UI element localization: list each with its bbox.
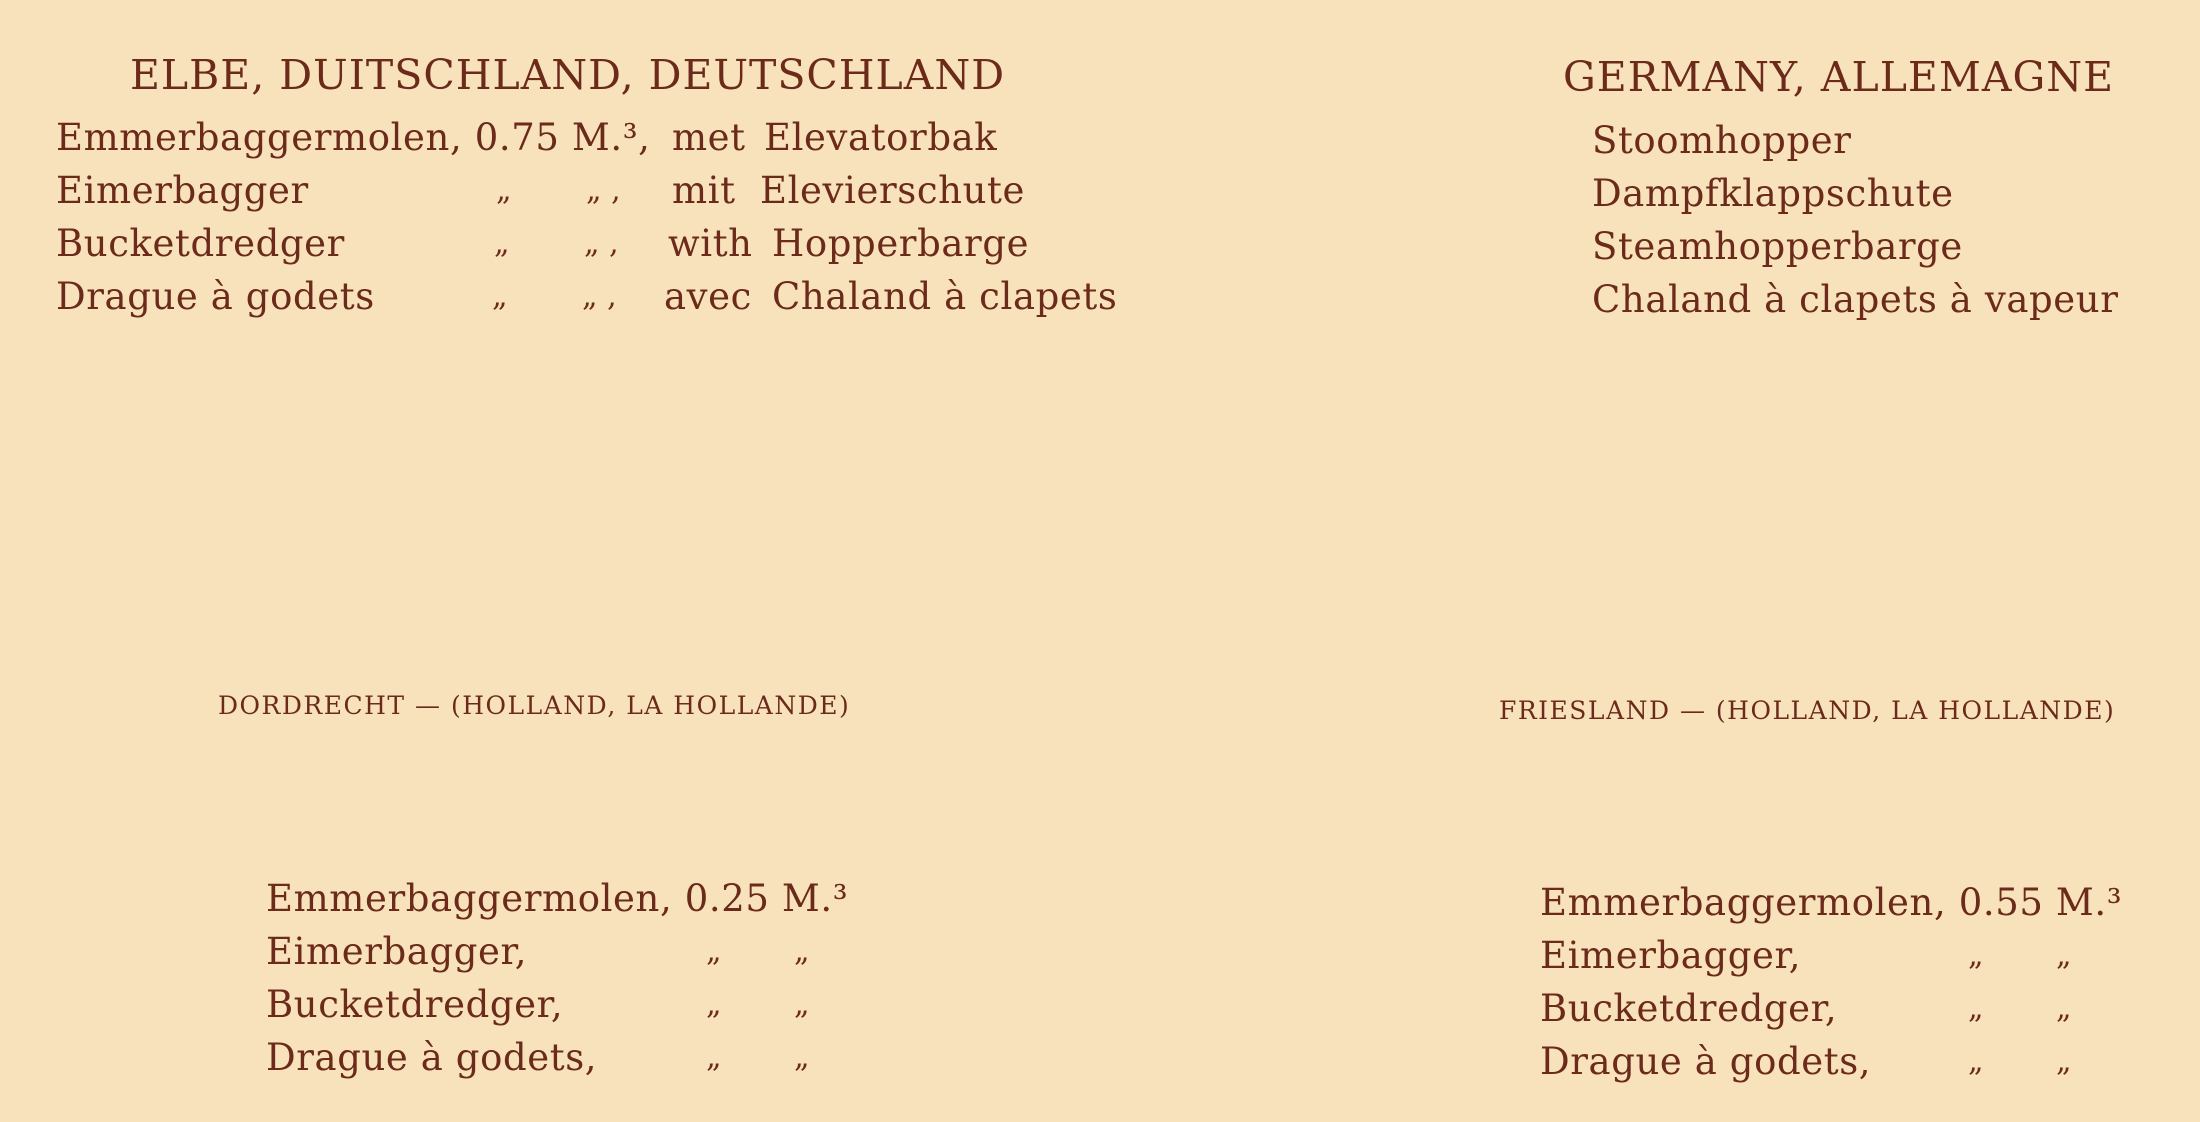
list-item [1540, 982, 2180, 1035]
ditto-mark: „ [2056, 938, 2072, 973]
ditto-mark: „ [1968, 1044, 1984, 1079]
elbe-heading: ELBE, DUITSCHLAND, DEUTSCHLAND [130, 51, 1006, 99]
equipment-name: Drague à godets, [1540, 1040, 1872, 1083]
equipment-name: Drague à godets [56, 275, 375, 318]
connector-word: mit [672, 169, 736, 212]
list-item [1592, 114, 2118, 167]
equipment-name: Bucketdredger [56, 222, 345, 265]
equipment-name: Emmerbaggermolen, 0.75 M.³, [56, 116, 651, 159]
list-item [56, 111, 1216, 164]
equipment-name: Eimerbagger, [1540, 934, 1802, 977]
equipment-name: Drague à godets, [266, 1036, 598, 1079]
connector-word: with [668, 222, 753, 265]
ditto-mark: „ [794, 934, 810, 969]
ditto-mark: „ [496, 173, 512, 208]
ditto-mark: „ [1968, 938, 1984, 973]
barge-name: Hopperbarge [772, 222, 1030, 265]
germany-heading: GERMANY, ALLEMAGNE [1563, 53, 2114, 101]
list-item [56, 164, 1216, 217]
list-item [1592, 220, 2118, 273]
equipment-name: Eimerbagger [56, 169, 309, 212]
list-item [56, 270, 1216, 323]
list-item [1540, 929, 2180, 982]
list-item [1540, 876, 2180, 929]
dordrecht-caption: DORDRECHT — (HOLLAND, LA HOLLANDE) [218, 691, 851, 720]
ditto-mark: „ [2056, 991, 2072, 1026]
ditto-mark: „ [706, 934, 722, 969]
list-item [266, 978, 966, 1031]
ditto-mark: „ [2056, 1044, 2072, 1079]
equipment-name: Stoomhopper [1592, 119, 1852, 162]
equipment-name: Dampfklappschute [1592, 172, 1954, 215]
dordrecht-equipment-list [266, 872, 966, 1084]
equipment-name: Chaland à clapets à vapeur [1592, 278, 2119, 321]
germany-equipment-list [1592, 114, 2118, 326]
ditto-mark: „ , [586, 173, 621, 208]
list-item [1540, 1035, 2180, 1088]
list-item [1592, 273, 2118, 326]
ditto-mark: „ , [584, 226, 619, 261]
connector-word: avec [664, 275, 752, 318]
barge-name: Chaland à clapets [772, 275, 1118, 318]
list-item [1592, 167, 2118, 220]
equipment-name: Bucketdredger, [266, 983, 564, 1026]
ditto-mark: „ [706, 1040, 722, 1075]
ditto-mark: „ [494, 226, 510, 261]
barge-name: Elevatorbak [764, 116, 998, 159]
ditto-mark: „ [706, 987, 722, 1022]
equipment-name: Emmerbaggermolen, 0.55 M.³ [1540, 881, 2123, 924]
elbe-equipment-list [56, 111, 1216, 323]
list-item [56, 217, 1216, 270]
equipment-name: Eimerbagger, [266, 930, 528, 973]
equipment-name: Emmerbaggermolen, 0.25 M.³ [266, 877, 849, 920]
ditto-mark: „ [794, 987, 810, 1022]
connector-word: met [672, 116, 746, 159]
ditto-mark: „ , [582, 279, 617, 314]
ditto-mark: „ [794, 1040, 810, 1075]
equipment-name: Bucketdredger, [1540, 987, 1838, 1030]
barge-name: Elevierschute [760, 169, 1025, 212]
friesland-equipment-list [1540, 876, 2180, 1088]
equipment-name: Steamhopperbarge [1592, 225, 1963, 268]
ditto-mark: „ [1968, 991, 1984, 1026]
list-item [266, 1031, 966, 1084]
ditto-mark: „ [492, 279, 508, 314]
list-item [266, 925, 966, 978]
list-item [266, 872, 966, 925]
friesland-caption: FRIESLAND — (HOLLAND, LA HOLLANDE) [1499, 696, 2116, 725]
